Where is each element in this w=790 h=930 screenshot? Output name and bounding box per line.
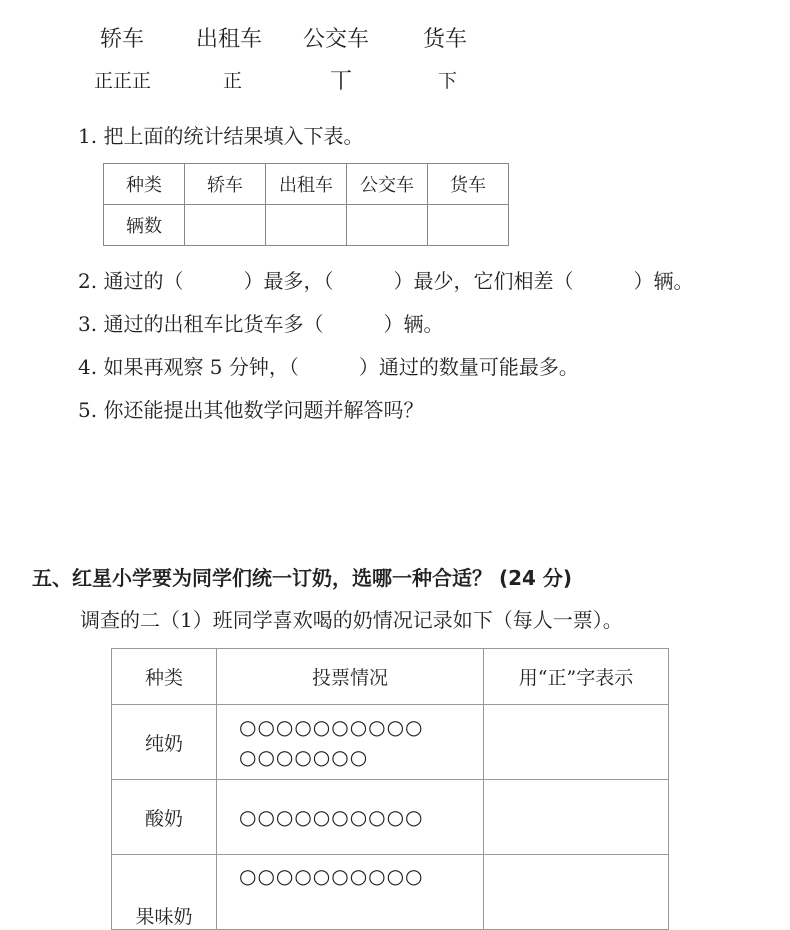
question-4: 4. 如果再观察 5 分钟，（ ）通过的数量可能最多。 [78, 355, 579, 379]
vote-circles: ○○○○○○○○○○ [239, 805, 424, 829]
question-2: 2. 通过的（ ）最多，（ ）最少，它们相差（ ）辆。 [78, 269, 694, 293]
tally-mark: 正 [223, 70, 243, 92]
tally-mark: 下 [438, 70, 458, 92]
vote-circles: ○○○○○○○○○○ [239, 715, 424, 739]
question-5: 5. 你还能提出其他数学问题并解答吗？ [78, 398, 424, 422]
table-header: 投票情况 [217, 649, 484, 705]
count-table [103, 163, 509, 246]
answer-cell[interactable] [484, 705, 669, 780]
table-header: 种类 [104, 164, 185, 205]
table-header: 出租车 [266, 164, 347, 205]
question-3: 3. 通过的出租车比货车多（ ）辆。 [78, 312, 444, 336]
answer-cell[interactable] [266, 205, 347, 246]
vote-circles: ○○○○○○○○○○ [239, 864, 424, 888]
vote-circles: ○○○○○○○ [239, 745, 369, 769]
row-label: 辆数 [104, 205, 185, 246]
tally-mark: 丅 [330, 69, 353, 94]
table-header: 公交车 [347, 164, 428, 205]
table-header: 货车 [428, 164, 509, 205]
table-header: 轿车 [185, 164, 266, 205]
table-header: 用“正”字表示 [484, 649, 669, 705]
vehicle-label: 货车 [423, 27, 468, 52]
section-title: 五、红星小学要为同学们统一订奶，选哪一种合适？ (24 分) [32, 566, 573, 590]
section-intro: 调查的二（1）班同学喜欢喝的奶情况记录如下（每人一票）。 [80, 608, 623, 632]
milk-type: 果味奶 [112, 855, 217, 930]
milk-type: 酸奶 [112, 780, 217, 855]
vehicle-label: 出租车 [196, 27, 263, 52]
vehicle-label: 公交车 [303, 27, 370, 52]
tally-mark: 正正正 [94, 70, 152, 92]
answer-cell[interactable] [484, 855, 669, 930]
answer-cell[interactable] [347, 205, 428, 246]
answer-cell[interactable] [484, 780, 669, 855]
vehicle-label: 轿车 [100, 27, 145, 52]
question-1: 1. 把上面的统计结果填入下表。 [78, 124, 364, 148]
answer-cell[interactable] [428, 205, 509, 246]
milk-type: 纯奶 [112, 705, 217, 780]
table-header: 种类 [112, 649, 217, 705]
answer-cell[interactable] [185, 205, 266, 246]
